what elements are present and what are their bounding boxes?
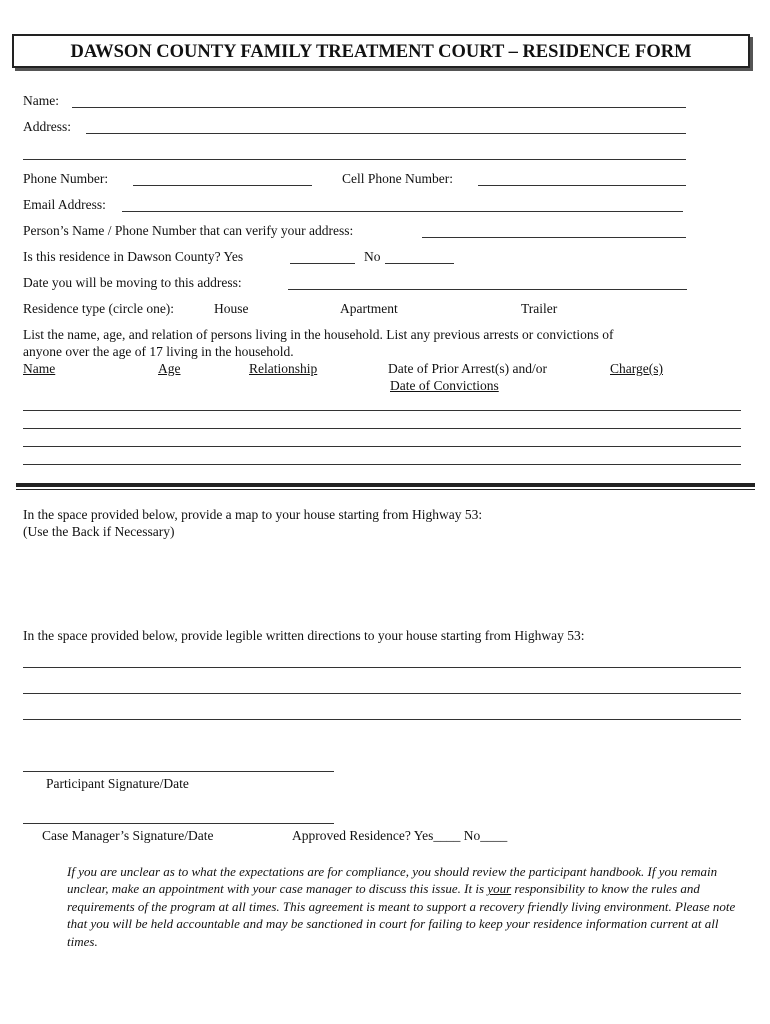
household-instruction-line2: anyone over the age of 17 living in the household. xyxy=(23,344,294,359)
compliance-note xyxy=(67,863,745,950)
address-field[interactable] xyxy=(86,133,686,134)
directions-line[interactable] xyxy=(23,693,741,694)
cell-phone-label: Cell Phone Number: xyxy=(342,171,453,186)
case-manager-signature-label: Case Manager’s Signature/Date xyxy=(42,828,214,843)
column-header-age: Age xyxy=(158,361,181,376)
household-entry-line[interactable] xyxy=(23,428,741,429)
email-label: Email Address: xyxy=(23,197,106,212)
directions-line[interactable] xyxy=(23,719,741,720)
note-part2: responsibility to know the rules and requirements of the program at all times. This agreement is meant to support a recovery friendly living environment. Please note that you will be held accountable and may be sanctioned in court for failing to keep your residence information current at all times. xyxy=(67,881,736,949)
name-field[interactable] xyxy=(72,107,686,108)
note-part1: If you are unclear as to what the expectations are for compliance, you should review the participant handbook. If you remain unclear, make an appointment with your case manager to discuss this issue. It is xyxy=(67,864,718,897)
address-label: Address: xyxy=(23,119,71,134)
residence-type-label: Residence type (circle one): xyxy=(23,301,175,316)
directions-line[interactable] xyxy=(23,667,741,668)
in-county-no-label: No xyxy=(364,249,381,264)
household-instruction-line1: List the name, age, and relation of persons living in the household. List any previous arrests or convictions of xyxy=(23,327,614,342)
move-date-label: Date you will be moving to this address: xyxy=(23,275,242,290)
case-manager-signature-field[interactable] xyxy=(23,823,334,824)
form-title: DAWSON COUNTY FAMILY TREATMENT COURT – RESIDENCE FORM xyxy=(12,34,750,68)
phone-label: Phone Number: xyxy=(23,171,109,186)
map-instruction: In the space provided below, provide a map to your house starting from Highway 53: xyxy=(23,507,483,522)
column-header-date-line1: Date of Prior Arrest(s) and/or xyxy=(388,361,547,376)
column-header-name: Name xyxy=(23,361,56,376)
column-header-date-line2: Date of Convictions xyxy=(390,378,499,393)
household-entry-line[interactable] xyxy=(23,446,741,447)
household-entry-line[interactable] xyxy=(23,464,741,465)
residence-option-trailer[interactable]: Trailer xyxy=(521,301,558,316)
address-field-line2[interactable] xyxy=(23,159,686,160)
residence-option-apartment[interactable]: Apartment xyxy=(340,301,398,316)
approved-residence[interactable]: Approved Residence? Yes____ No____ xyxy=(292,828,508,843)
section-divider-thin xyxy=(16,489,755,490)
column-header-charges: Charge(s) xyxy=(610,361,663,376)
map-drawing-area[interactable] xyxy=(23,545,741,620)
map-instruction-note: (Use the Back if Necessary) xyxy=(23,524,175,539)
in-county-yes-field[interactable] xyxy=(290,263,355,264)
verifier-field[interactable] xyxy=(422,237,686,238)
name-label: Name: xyxy=(23,93,59,108)
move-date-field[interactable] xyxy=(288,289,687,290)
column-header-relationship: Relationship xyxy=(249,361,318,376)
cell-phone-field[interactable] xyxy=(478,185,686,186)
participant-signature-label: Participant Signature/Date xyxy=(46,776,189,791)
in-county-no-field[interactable] xyxy=(385,263,454,264)
residence-option-house[interactable]: House xyxy=(214,301,249,316)
section-divider xyxy=(16,483,755,487)
in-county-label: Is this residence in Dawson County? Yes xyxy=(23,249,244,264)
participant-signature-field[interactable] xyxy=(23,771,334,772)
household-entry-line[interactable] xyxy=(23,410,741,411)
note-emphasis: your xyxy=(487,881,512,897)
phone-field[interactable] xyxy=(133,185,312,186)
verifier-label: Person’s Name / Phone Number that can verify your address: xyxy=(23,223,354,238)
directions-instruction: In the space provided below, provide legible written directions to your house starting from Highway 53: xyxy=(23,628,585,643)
email-field[interactable] xyxy=(122,211,683,212)
